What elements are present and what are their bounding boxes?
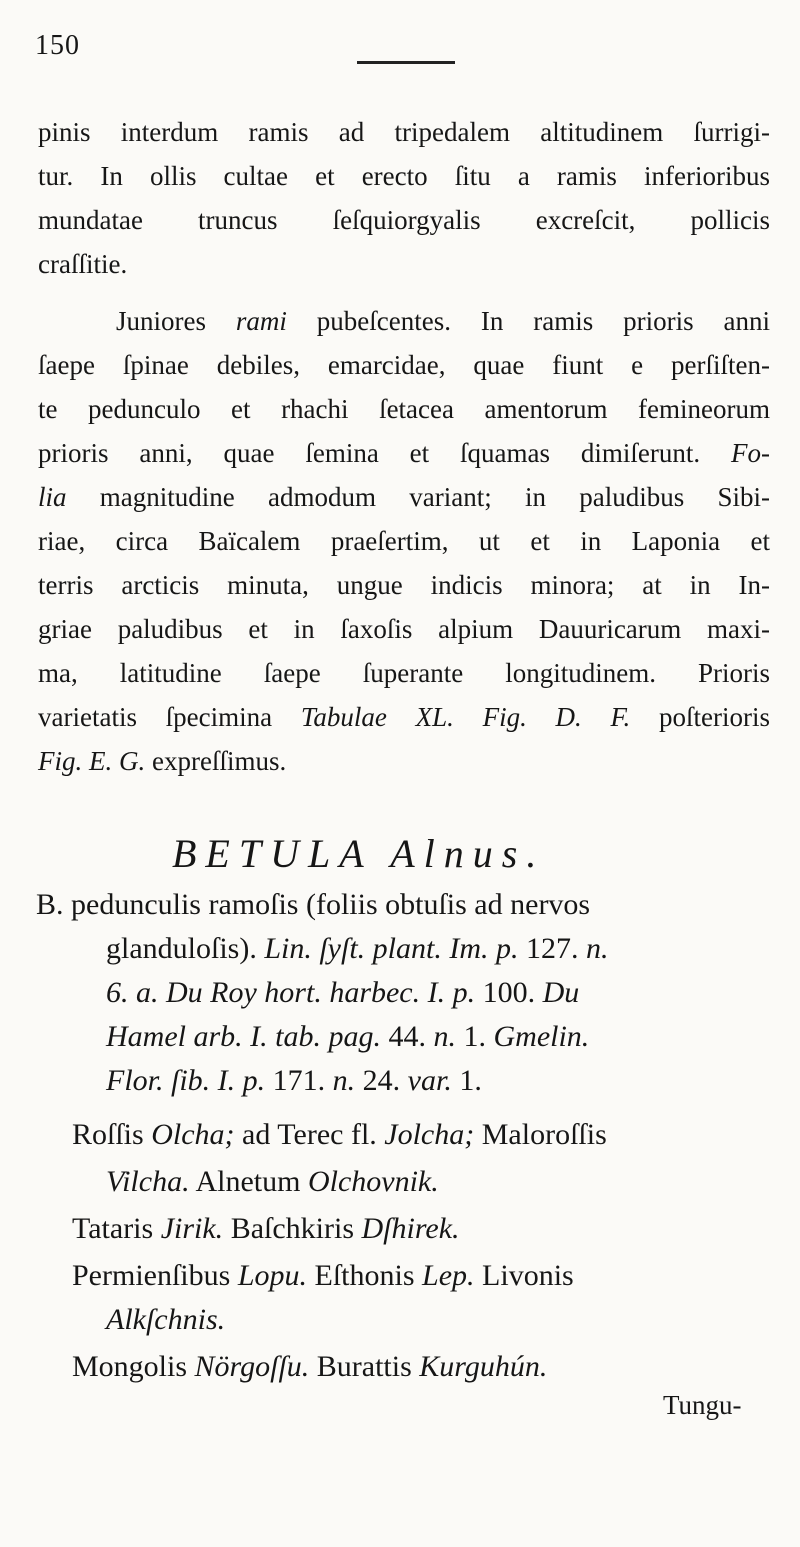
text-line: riae, circa Baïcalem praeſertim, ut et in Laponia et (38, 526, 770, 556)
vernacular-line: Permienſibus Lopu. Eſthonis Lep. Livonis (72, 1259, 574, 1292)
entry-line: Hamel arb. I. tab. pag. 44. n. 1. Gmelin. (106, 1020, 590, 1053)
header-rule (357, 61, 455, 64)
text-line: mundatae truncus ſeſquiorgyalis excreſcit, pollicis (38, 205, 770, 235)
text-line: tur. In ollis cultae et erecto ſitu a ramis inferioribus (38, 161, 770, 191)
text-line: griae paludibus et in ſaxoſis alpium Dauuricarum maxi- (38, 614, 770, 644)
text-line: prioris anni, quae ſemina et ſquamas dimiſerunt. Fo- (38, 438, 770, 468)
text-line: varietatis ſpecimina Tabulae XL. Fig. D. F. poſterioris (38, 702, 770, 732)
paragraph-1 (38, 110, 770, 286)
entry-line: B. pedunculis ramoſis (foliis obtuſis ad nervos (36, 888, 591, 921)
vernacular-line: Vilcha. Alnetum Olchovnik. (106, 1165, 439, 1198)
vernacular-line: Roſſis Olcha; ad Terec fl. Jolcha; Maloroſſis (72, 1118, 607, 1151)
entry-line: Flor. ſib. I. p. 171. n. 24. var. 1. (106, 1064, 482, 1097)
vernacular-line: Tataris Jirik. Baſchkiris Dſhirek. (72, 1212, 460, 1245)
text-line: te pedunculo et rhachi ſetacea amentorum femineorum (38, 394, 770, 424)
text-line: ma, latitudine ſaepe ſuperante longitudinem. Prioris (38, 658, 770, 688)
entry-line: 6. a. Du Roy hort. harbec. I. p. 100. Du (106, 976, 580, 1009)
text-line: lia magnitudine admodum variant; in paludibus Sibi- (38, 482, 770, 512)
vernacular-line: Alkſchnis. (106, 1303, 226, 1336)
text-line: Juniores rami pubeſcentes. In ramis prioris anni (116, 306, 770, 336)
text-line: pinis interdum ramis ad tripedalem altitudinem ſurrigi- (38, 117, 770, 147)
text-line: ſaepe ſpinae debiles, emarcidae, quae fiunt e perſiſten- (38, 350, 770, 380)
text-line: terris arcticis minuta, ungue indicis minora; at in In- (38, 570, 770, 600)
paragraph-2 (38, 299, 770, 783)
text-line: craſſitie. (38, 249, 128, 279)
vernacular-line: Mongolis Nörgoſſu. Burattis Kurguhún. (72, 1350, 548, 1383)
species-heading: BETULA Alnus. (172, 831, 546, 876)
text-line: Fig. E. G. expreſſimus. (38, 746, 287, 776)
entry-line: glanduloſis). Lin. ſyſt. plant. Im. p. 127. n. (106, 932, 609, 965)
page-number: 150 (35, 30, 80, 61)
catchword: Tungu- (663, 1390, 742, 1420)
